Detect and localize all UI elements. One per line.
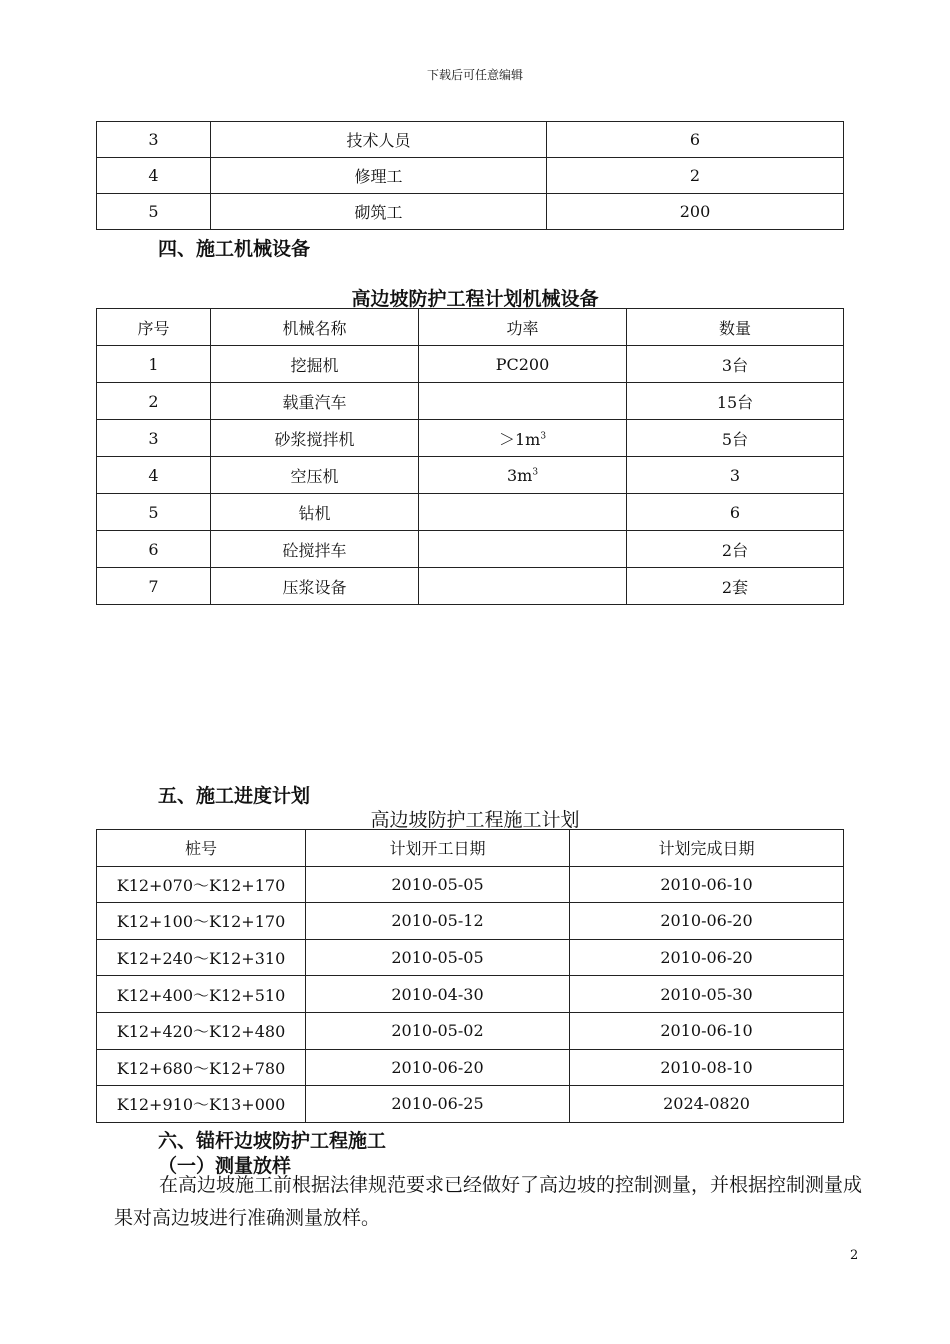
- table-cell: 7: [97, 568, 211, 605]
- table-cell: 挖掘机: [211, 346, 419, 383]
- table-cell: 5: [97, 494, 211, 531]
- table-cell: 3台: [627, 346, 844, 383]
- table-cell: 6: [547, 122, 844, 158]
- schedule-table: [96, 829, 844, 1123]
- table-row: [97, 420, 844, 457]
- table-cell: 2: [547, 158, 844, 194]
- table-cell: 钻机: [211, 494, 419, 531]
- table-cell: 15台: [627, 383, 844, 420]
- staff-table: [96, 121, 844, 230]
- table-cell: 3: [627, 457, 844, 494]
- table-cell: 压浆设备: [211, 568, 419, 605]
- table-cell: 2010-05-05: [306, 866, 570, 903]
- table-cell: 2010-06-10: [570, 866, 844, 903]
- table-cell: 2: [97, 383, 211, 420]
- table-cell: 砌筑工: [211, 194, 547, 230]
- table-row: [97, 457, 844, 494]
- schedule-table-title: 高边坡防护工程施工计划: [370, 809, 580, 831]
- table-cell: 砂浆搅拌机: [211, 420, 419, 457]
- column-header: 计划完成日期: [570, 830, 844, 867]
- power-superscript: 3: [532, 467, 539, 478]
- table-row: [97, 976, 844, 1013]
- table-row: [97, 568, 844, 605]
- column-header: 序号: [97, 309, 211, 346]
- table-row: [97, 122, 844, 158]
- table-cell: 3: [97, 122, 211, 158]
- table-cell: 2010-04-30: [306, 976, 570, 1013]
- table-row: [97, 158, 844, 194]
- equipment-table-title: 高边坡防护工程计划机械设备: [351, 288, 599, 310]
- table-cell: K12+400～K12+510: [97, 976, 306, 1013]
- table-cell: 6: [627, 494, 844, 531]
- table-row: [97, 346, 844, 383]
- table-cell: 2024-0820: [570, 1086, 844, 1123]
- table-cell: PC200: [419, 346, 627, 383]
- table-row: [97, 1086, 844, 1123]
- table-header-row: [97, 309, 844, 346]
- body-paragraph: 在高边坡施工前根据法律规范要求已经做好了高边坡的控制测量，并根据控制测量成果对高边坡进行准确测量放样。: [114, 1174, 863, 1229]
- table-cell: 载重汽车: [211, 383, 419, 420]
- table-row: [97, 903, 844, 940]
- table-cell: [419, 568, 627, 605]
- table-cell: 2台: [627, 531, 844, 568]
- table-cell: K12+100～K12+170: [97, 903, 306, 940]
- column-header: 机械名称: [211, 309, 419, 346]
- column-header: 数量: [627, 309, 844, 346]
- table-row: [97, 1012, 844, 1049]
- table-cell: 200: [547, 194, 844, 230]
- table-cell: 2010-06-25: [306, 1086, 570, 1123]
- table-cell: 2010-06-20: [570, 939, 844, 976]
- page-number: 2: [850, 1248, 859, 1263]
- table-cell: 1: [97, 346, 211, 383]
- table-cell: 5台: [627, 420, 844, 457]
- table-cell: 2010-05-12: [306, 903, 570, 940]
- table-cell: K12+240～K12+310: [97, 939, 306, 976]
- table-cell: 4: [97, 457, 211, 494]
- table-row: [97, 531, 844, 568]
- table-cell: 6: [97, 531, 211, 568]
- table-cell: 3: [97, 420, 211, 457]
- table-cell: 砼搅拌车: [211, 531, 419, 568]
- equipment-table: [96, 308, 844, 605]
- table-cell: 2010-08-10: [570, 1049, 844, 1086]
- table-header-row: [97, 830, 844, 867]
- table-cell: [419, 531, 627, 568]
- table-cell: 空压机: [211, 457, 419, 494]
- table-cell: 修理工: [211, 158, 547, 194]
- table-cell: 2010-05-05: [306, 939, 570, 976]
- column-header: 桩号: [97, 830, 306, 867]
- table-row: [97, 494, 844, 531]
- subsection-heading: （一）测量放样: [158, 1155, 292, 1177]
- power-superscript: 3: [540, 431, 547, 442]
- table-cell: [419, 457, 627, 494]
- page-header: 下载后可任意编辑: [426, 68, 523, 82]
- table-row: [97, 866, 844, 903]
- table-cell: K12+680～K12+780: [97, 1049, 306, 1086]
- section-heading-6: 六、锚杆边坡防护工程施工: [158, 1130, 387, 1152]
- power-value: ＞1m: [498, 429, 541, 449]
- table-row: [97, 383, 844, 420]
- table-cell: 2010-06-20: [306, 1049, 570, 1086]
- table-cell: 2010-06-10: [570, 1012, 844, 1049]
- table-row: [97, 194, 844, 230]
- table-cell: 2010-06-20: [570, 903, 844, 940]
- section-heading-5: 五、施工进度计划: [158, 785, 311, 807]
- table-row: [97, 1049, 844, 1086]
- table-cell: [419, 420, 627, 457]
- table-cell: K12+420～K12+480: [97, 1012, 306, 1049]
- table-cell: 2套: [627, 568, 844, 605]
- column-header: 计划开工日期: [306, 830, 570, 867]
- table-cell: 2010-05-30: [570, 976, 844, 1013]
- table-cell: K12+070～K12+170: [97, 866, 306, 903]
- table-cell: K12+910～K13+000: [97, 1086, 306, 1123]
- table-cell: 2010-05-02: [306, 1012, 570, 1049]
- table-cell: [419, 383, 627, 420]
- table-cell: [419, 494, 627, 531]
- table-cell: 技术人员: [211, 122, 547, 158]
- table-cell: 5: [97, 194, 211, 230]
- table-row: [97, 939, 844, 976]
- power-value: 3m: [506, 465, 533, 485]
- column-header: 功率: [419, 309, 627, 346]
- table-cell: 4: [97, 158, 211, 194]
- section-heading-4: 四、施工机械设备: [158, 238, 311, 260]
